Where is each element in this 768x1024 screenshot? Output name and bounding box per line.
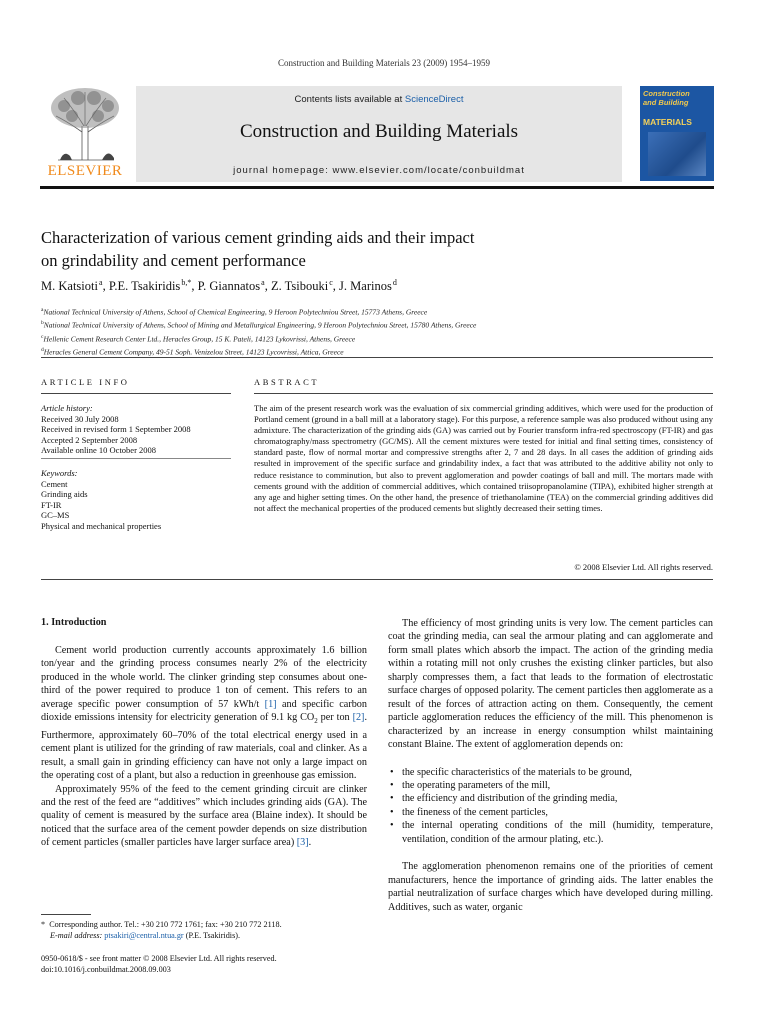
issn-line: 0950-0618/$ - see front matter © 2008 Elsevier Ltd. All rights reserved.	[41, 954, 277, 963]
abstract-bottom-rule	[41, 579, 713, 580]
abstract-copyright: © 2008 Elsevier Ltd. All rights reserved.	[574, 562, 713, 572]
reference-link[interactable]: [2]	[352, 712, 365, 724]
article-title-line: Characterization of various cement grinding aids and their impact	[41, 228, 475, 247]
list-item: • the internal operating conditions of the mill (humidity, temperature, ventilation, condition of the armour plating, etc.).	[390, 820, 713, 845]
elsevier-tree-icon	[44, 86, 126, 162]
email-line: E-mail address: ptsakiri@central.ntua.gr (P.E. Tsakiridis).	[50, 931, 241, 940]
affiliation: $^c$Hellenic Cement Research Center Ltd., Heracles Group, 15 K. Pateli, 14123 Lykovrissi, Athens, Greece	[41, 333, 356, 344]
article-info	[41, 403, 231, 456]
list-item: • the operating parameters of the mill,	[390, 779, 551, 791]
elsevier-logo[interactable]	[40, 86, 130, 180]
article-title-line: on grindability and cement performance	[41, 251, 306, 270]
agglomeration-factors-list	[388, 766, 713, 847]
abstract-rule	[254, 393, 713, 394]
affiliation: $^b$National Technical University of Athens, School of Mining and Metallurgical Engineering, 9 Heroon Polytechniou Street, 15780 Athens, Greece	[41, 320, 477, 330]
reference-link[interactable]: [1]	[264, 698, 277, 710]
keywords	[41, 468, 231, 532]
cover-image	[648, 132, 706, 176]
paragraph: The efficiency of most grinding units is very low. The cement particles can coat the grinding media, can seal the armour plating and can agglomerate and form small plates which absorb the impact. The action of the grinding media within a rotating mill not only crushes the existing clinker particles, but also sharply compresses them, a fact that leads to the formation of electrostatic surface charges of opposed polarity. The cement particles then agglomerate as a result of the forces of attraction acting on them. Consequently, the cement particle agglomeration reduces the efficiency of the mill. This phenomenon is characterized by an increase in energy consumption whilst maintaining constant Blaine. The extent of agglomeration depends on:	[388, 618, 713, 751]
history-label: Article history:	[41, 403, 93, 413]
footnote-rule	[41, 914, 91, 915]
info-divider	[41, 458, 231, 459]
history-item: Accepted 2 September 2008	[41, 434, 138, 445]
affiliation: $^a$National Technical University of Athens, School of Chemical Engineering, 9 Heroon Polytechniou Street, 15773 Athens, Greece	[41, 307, 428, 317]
keyword: Grinding aids	[41, 489, 88, 500]
keyword: GC–MS	[41, 510, 70, 521]
cover-title	[643, 90, 711, 107]
author-list: M. Katsioti $^a$, P.E. Tsakiridis $^{b,*}$, P. Giannatos $^a$, Z. Tsibouki $^c$, J. Marinos $^d$	[41, 278, 397, 294]
corresponding-author: * Corresponding author. Tel.: +30 210 772 1761; fax: +30 210 772 2118.	[41, 920, 282, 929]
author[interactable]: P.E. Tsakiridis $^{b,*}$	[108, 278, 192, 294]
keyword: FT-IR	[41, 499, 62, 510]
author[interactable]: J. Marinos $^d$	[339, 278, 397, 294]
journal-title: Construction and Building Materials	[239, 121, 519, 142]
contents-line	[136, 94, 622, 105]
cover-title-line: Construction	[643, 89, 690, 98]
header-rule	[40, 186, 714, 189]
list-item: • the specific characteristics of the materials to be ground,	[390, 766, 632, 778]
list-item: • the efficiency and distribution of the grinding media,	[390, 793, 618, 805]
abstract-heading: ABSTRACT	[254, 377, 320, 387]
section-heading: 1. Introduction	[41, 617, 107, 628]
article-title	[41, 226, 621, 272]
journal-homepage[interactable]: journal homepage: www.elsevier.com/locate/conbuildmat	[233, 165, 525, 176]
left-column	[41, 644, 367, 850]
keyword: Cement	[41, 478, 68, 489]
affiliations	[41, 305, 711, 358]
article-meta	[41, 953, 371, 975]
article-info-rule	[41, 393, 231, 394]
cover-title-materials: MATERIALS	[643, 117, 692, 127]
affiliation: $^d$Heracles General Cement Company, 49-51 Soph. Venizelou Street, 14123 Lycovrissi, Attica, Greece	[41, 346, 344, 357]
author[interactable]: P. Giannatos $^a$	[197, 278, 265, 294]
article-info-heading: ARTICLE INFO	[41, 377, 130, 387]
journal-citation: Construction and Building Materials 23 (2009) 1954–1959	[278, 58, 490, 68]
publisher-wordmark: ELSEVIER	[47, 163, 123, 179]
sciencedirect-link[interactable]: ScienceDirect	[404, 94, 464, 105]
right-column	[388, 617, 713, 914]
history-item: Received in revised form 1 September 2008	[41, 424, 191, 435]
history-item: Available online 10 October 2008	[41, 445, 157, 456]
author[interactable]: M. Katsioti $^a$	[41, 278, 103, 294]
keyword: Physical and mechanical properties	[41, 520, 162, 531]
author[interactable]: Z. Tsibouki $^c$	[270, 278, 333, 294]
email-link[interactable]: ptsakiri@central.ntua.gr	[104, 931, 184, 940]
paragraph: Cement world production currently accounts approximately 1.6 billion ton/year and the grinding process consumes nearly 2% of the electricity produced in the whole world. The clinker grinding step consumes about one-third of the power required to produce 1 ton of cement. This refers to an average specific power consumption of 57 kWh/t [1] and specific carbon dioxide emissions intensity for electricity generation of 9.1 kg $CO_2$ per ton [2]. Furthermore, approximately 60–70% of the total electrical energy used in a cement plant is utilized for the grinding of raw materials, coal and clinker. As a result, a small gain in grinding efficiency can have not only a large impact on the operating cost of a plant, but also a reduction in greenhouse gas emission.	[41, 645, 367, 782]
history-item: Received 30 July 2008	[41, 413, 119, 424]
reference-link[interactable]: [3]	[296, 837, 309, 849]
list-item: • the fineness of the cement particles,	[390, 806, 548, 818]
paragraph: Approximately 95% of the feed to the cement grinding circuit are clinker and the rest of the feed are “additives” which includes grinding aids (GA). The quality of cement is measured by the surface area (Blaine index). It should be noticed that the surface area of the cement powder depends on size distribution of cement particles (smaller particles have larger surface area) [3].	[41, 783, 367, 849]
journal-cover-thumbnail[interactable]	[640, 86, 714, 181]
footnote	[41, 919, 371, 941]
contents-prefix: Contents lists available at	[294, 94, 405, 105]
abstract-text: The aim of the present research work was the evaluation of six commercial grinding additives, which were used for the production of Portland cement (ground in a ball mill at a laboratory stage). For this purpose, a reference sample was also produced without using any admixture. The characterization of the grinding aids (GA) was carried out by Fourier transform infra-red spectroscopy (FT-IR) and gas chromatography/mass spectrometry (GC/MS). All the cement mixtures were tested for initial and final setting times, consistency of standard paste, flow of normal mortar and compressive strengths after 2, 7 and 28 days. In all cases the addition of grinding aids resulted in improvement of the specific surface and grindability index, a fact that was attributed to the additive ability not only to reduce resistance to comminution, but also to prevent agglomeration and powder coatings of ball and mill. The mortars made with cements ground with the addition of commercial additives, which contained triisopropanolamine (TIPA), exhibited higher strength at any age and higher setting times. On the other hand, the presence of triethanolamine (TEA) on the commercial grinding additives did not affect the mechanical properties of the produced cements but slightly decreased their setting times.	[254, 403, 713, 513]
doi-line[interactable]: doi:10.1016/j.conbuildmat.2008.09.003	[41, 965, 171, 974]
keywords-label: Keywords:	[41, 468, 78, 478]
title-separator	[41, 357, 713, 358]
paragraph: The agglomeration phenomenon remains one of the priorities of cement manufacturers, hence the importance of grinding aids. The latter enables the partial neutralization of surface charges which have developed during milling. Additives, such as water, organic	[388, 861, 713, 913]
cover-title-line: and Building	[643, 97, 689, 107]
